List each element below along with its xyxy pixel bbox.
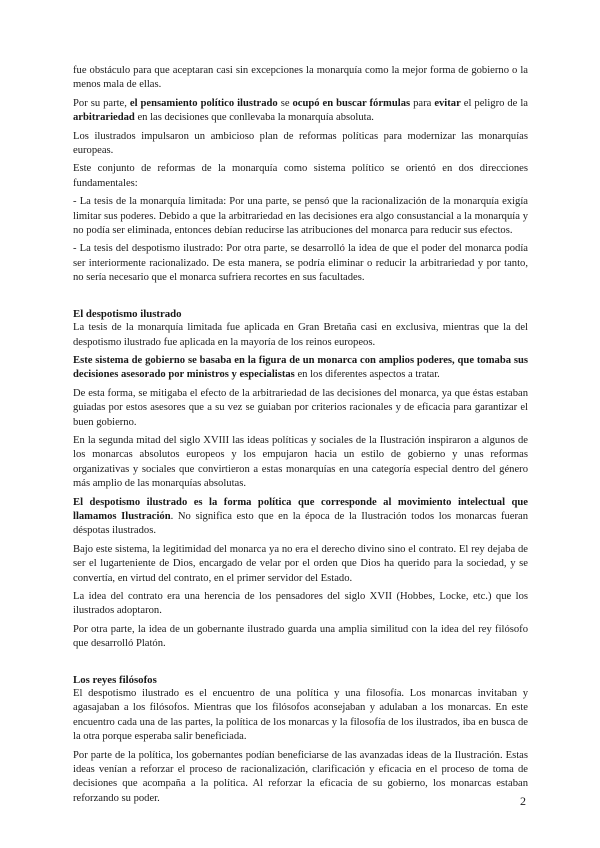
section1-paragraph-6: Bajo este sistema, la legitimidad del monarca ya no era el derecho divino sino el contrato. El rey dejaba de ser el lugarteniente de Dios, encargado de velar por el orden que Dios ha querido para la sociedad, y se convertía, en virtud del contrato, en el primer servidor del Estado. <box>73 543 528 584</box>
bold-run: Este sistema de gobierno se basaba en la figura de un monarca con amplios poderes, que tomaba sus decisiones asesorado por ministros y especialistas <box>73 354 528 381</box>
text-run: Por su parte, <box>73 97 130 109</box>
section2-paragraph-1: El despotismo ilustrado es el encuentro de una política y una filosofía. Los monarcas invitaban y agasajaban a los filósofos. Mientras que los filósofos aconsejaban y adulaban a los monarcas. En este encuentro cada una de las partes, la política de los monarcas y la filosofía de los ilustrados, iba en busca de la otra porque esperaba salir beneficiada. <box>73 688 528 743</box>
intro-paragraph-1: fue obstáculo para que aceptaran casi sin excepciones la monarquía como la mejor forma de gobierno o la menos mala de ellas. <box>73 65 528 91</box>
intro-paragraph-6: - La tesis del despotismo ilustrado: Por otra parte, se desarrolló la idea de que el poder del monarca podía ser interiormente racionalizado. De esta manera, se podría eliminar o reducir la arbitrariedad y por tanto, no sería necesario que el monarca sufriera recortes en sus facultades. <box>73 243 528 284</box>
section-heading-despotismo: El despotismo ilustrado <box>73 307 182 320</box>
bold-run: el pensamiento político ilustrado <box>129 97 278 109</box>
section1-paragraph-8: Por otra parte, la idea de un gobernante ilustrado guarda una amplia similitud con la idea del rey filósofo que desarrolló Platón. <box>73 623 528 650</box>
text-run: el peligro de la <box>460 97 528 109</box>
page-number: 2 <box>520 794 526 808</box>
text-run: se <box>277 97 293 109</box>
bold-run: arbitrariedad <box>73 112 135 124</box>
section1-paragraph-3: De esta forma, se mitigaba el efecto de la arbitrariedad de las decisiones del monarca, ya que éstas estaban guiadas por estos asesores que a su vez se guiaban por criterios racionales y de eficacia para garantizar el buen gobierno. <box>73 387 528 428</box>
document-page <box>73 64 528 810</box>
bold-run: ocupó en buscar fórmulas <box>292 97 411 109</box>
section-heading-reyes-filosofos: Los reyes filósofos <box>73 673 157 686</box>
intro-paragraph-2 <box>73 97 528 126</box>
section1-paragraph-5 <box>73 496 528 539</box>
text-run: en los diferentes aspectos a tratar. <box>294 369 440 381</box>
spacer <box>73 290 528 307</box>
section1-paragraph-4: En la segunda mitad del siglo XVIII las ideas políticas y sociales de la Ilustración inspiraron a algunos de los monarcas absolutos europeos y los empujaron hacia un estilo de gobierno y unas reformas organizativas y sociales que convirtieron a estas monarquías en una categoría especial dentro del género más amplio de las monarquías absolutas. <box>73 434 528 490</box>
text-run: para <box>410 97 435 109</box>
text-run: en las decisiones que conllevaba la monarquía absoluta. <box>134 112 374 124</box>
text-run: . No significa esto que en la época de la Ilustración todos los monarcas fueran déspotas ilustrados. <box>73 510 528 537</box>
section1-paragraph-7: La idea del contrato era una herencia de los pensadores del siglo XVII (Hobbes, Locke, etc.) que los ilustrados adoptaron. <box>73 591 528 617</box>
intro-paragraph-5: - La tesis de la monarquía limitada: Por una parte, se pensó que la racionalización de la monarquía exigía limitar sus poderes. Debido a que la arbitrariedad en las decisiones era algo consustancial a la monarquía y no podía ser eliminada, entonces debían reducirse las atribuciones del monarca para reducir sus efectos. <box>73 196 528 237</box>
bold-run: evitar <box>434 97 461 109</box>
section2-paragraph-2: Por parte de la política, los gobernantes podían beneficiarse de las avanzadas ideas de la Ilustración. Estas ideas venían a reforzar el proceso de racionalización, clarificación y eficacia en el proceso de toma de decisiones que acompaña a la política. Al reforzar la eficacia de su gobierno, los monarcas estaban reforzando su poder. <box>73 749 528 804</box>
section1-paragraph-2 <box>73 354 528 383</box>
section1-paragraph-1: La tesis de la monarquía limitada fue aplicada en Gran Bretaña casi en exclusiva, mientras que la del despotismo ilustrado fue aplicada en la mayoría de los reinos europeos. <box>73 322 528 348</box>
spacer <box>73 656 528 673</box>
intro-paragraph-3: Los ilustrados impulsaron un ambicioso plan de reformas políticas para modernizar las monarquías europeas. <box>73 130 528 157</box>
bold-run: El despotismo ilustrado es la forma política que corresponde al movimiento intelectual que llamamos Ilustración <box>73 496 528 522</box>
intro-paragraph-4: Este conjunto de reformas de la monarquía como sistema político se orientó en dos direcciones fundamentales: <box>73 163 528 189</box>
